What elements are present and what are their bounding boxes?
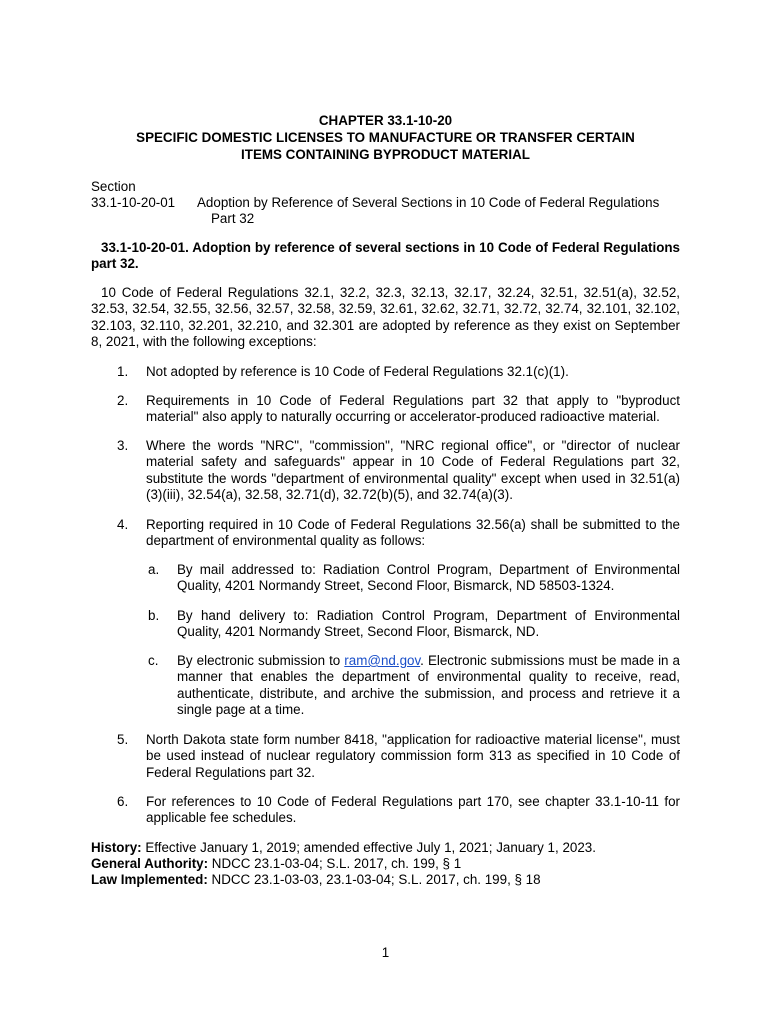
item-text: North Dakota state form number 8418, "application for radioactive material license", must be used instead of nuclear regulatory commission form 313 as specified in 10 Code of Federal Regulations part 32. [146, 732, 680, 780]
subitem-text: By mail addressed to: Radiation Control Program, Department of Environmental Quality, 4201 Normandy Street, Second Floor, Bismarck, ND 58503-1324. [177, 562, 680, 594]
item-text: Requirements in 10 Code of Federal Regulations part 32 that apply to "byproduct material" also apply to naturally occurring or accelerator-produced radioactive material. [146, 393, 680, 425]
subitem-text: By hand delivery to: Radiation Control Program, Department of Environmental Quality, 4201 Normandy Street, Second Floor, Bismarck, ND. [177, 608, 680, 640]
item-number: 5. [117, 732, 129, 747]
item-number: 3. [117, 438, 129, 453]
item-number: 2. [117, 393, 129, 408]
subitem-letter: b. [148, 608, 160, 623]
section-intro: 10 Code of Federal Regulations 32.1, 32.2, 32.3, 32.13, 32.17, 32.24, 32.51, 32.51(a), 32.52, 32.53, 32.54, 32.55, 32.56, 32.57, 32.58, 32.59, 32.61, 32.62, 32.71, 32.72, 32.74, 32.101, 32.102, 32.103, 32.110, 32.201, 32.210, and 32.301 are adopted by reference as they exist on September 8, 2021, with the following exceptions: [91, 285, 680, 350]
subitem-letter: c. [148, 653, 159, 668]
item-text: Not adopted by reference is 10 Code of Federal Regulations 32.1(c)(1). [146, 364, 569, 379]
page-number: 1 [381, 945, 390, 960]
toc-section-number: 33.1-10-20-01 [91, 195, 176, 210]
item-text: Reporting required in 10 Code of Federal Regulations 32.56(a) shall be submitted to the department of environmental quality as follows: [146, 517, 680, 549]
item-text: For references to 10 Code of Federal Regulations part 170, see chapter 33.1-10-11 for applicable fee schedules. [146, 794, 680, 826]
law-implemented-text: NDCC 23.1-03-03, 23.1-03-04; S.L. 2017, ch. 199, § 18 [207, 872, 541, 887]
subitem-text-after: . Electronic submissions must be made in a manner that enables the department of environmental quality to receive, read, authenticate, distribute, and archive the submission, and process and retrieve it a single page at a time. [177, 653, 680, 718]
law-implemented-line [91, 872, 680, 888]
toc-section-label: Section [91, 179, 136, 194]
item-number: 6. [117, 794, 129, 809]
toc-desc-line1: Adoption by Reference of Several Sections in 10 Code of Federal Regulations [197, 195, 660, 210]
subitem-text-before: By electronic submission to [177, 653, 345, 668]
item-text: Where the words "NRC", "commission", "NRC regional office", or "director of nuclear material safety and safeguards" appear in 10 Code of Federal Regulations part 32, substitute the words "department of environmental quality" except when used in 32.51(a)(3)(iii), 32.54(a), 32.58, 32.71(d), 32.72(b)(5), and 32.74(a)(3). [146, 438, 680, 503]
toc-section-description [197, 195, 680, 228]
history-line [91, 840, 680, 856]
authority-text: NDCC 23.1-03-04; S.L. 2017, ch. 199, § 1 [208, 856, 462, 871]
subitem-text [177, 653, 680, 719]
chapter-number: CHAPTER 33.1-10-20 [318, 113, 453, 128]
email-link[interactable]: ram@nd.gov [344, 653, 421, 668]
law-implemented-label: Law Implemented: [91, 872, 208, 887]
subitem-letter: a. [148, 562, 160, 577]
section-heading: 33.1-10-20-01. Adoption by reference of several sections in 10 Code of Federal Regulations part 32. [91, 240, 680, 272]
authority-label: General Authority: [91, 856, 209, 871]
history-text: Effective January 1, 2019; amended effective July 1, 2021; January 1, 2023. [141, 840, 596, 855]
toc-desc-line2: Part 32 [211, 211, 255, 227]
item-number: 4. [117, 517, 129, 532]
authority-line [91, 856, 680, 872]
history-label: History: [91, 840, 142, 855]
chapter-title-line1: SPECIFIC DOMESTIC LICENSES TO MANUFACTURE OR TRANSFER CERTAIN [136, 130, 635, 145]
chapter-title-line2: ITEMS CONTAINING BYPRODUCT MATERIAL [241, 147, 530, 162]
item-number: 1. [117, 364, 129, 379]
